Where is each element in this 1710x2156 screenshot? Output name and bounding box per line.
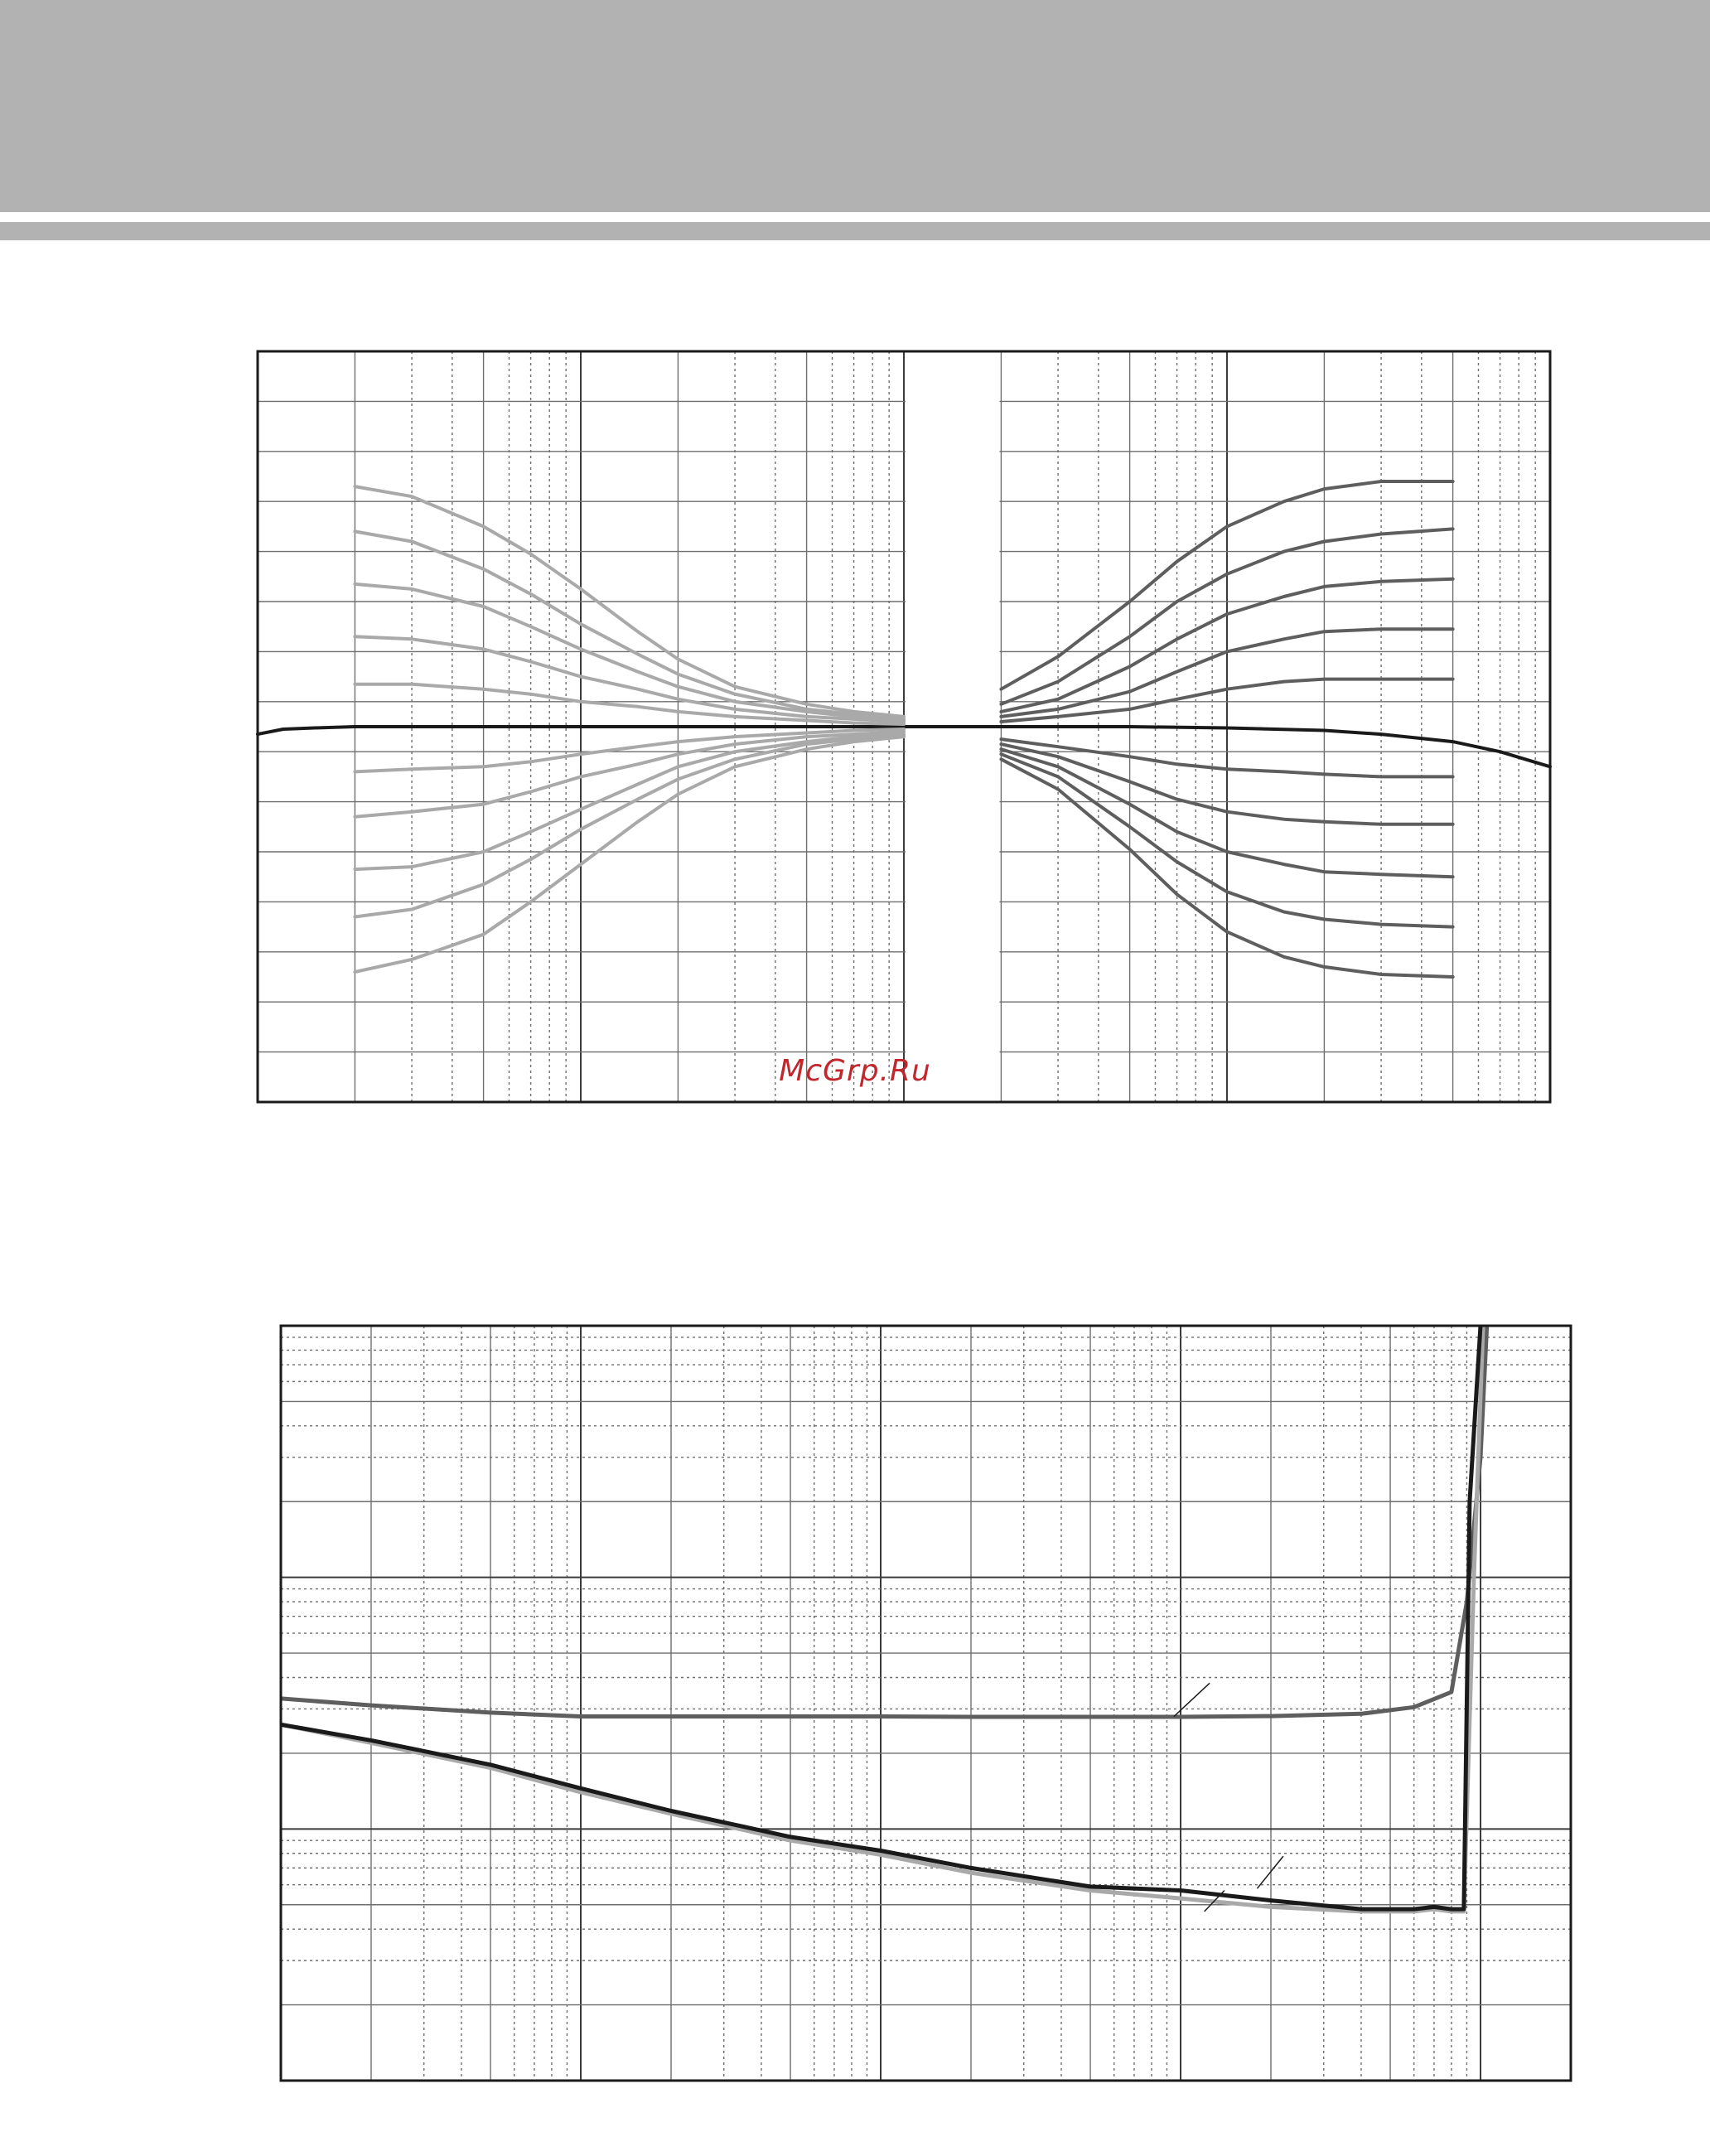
distortion-chart: [0, 1293, 1710, 2105]
watermark-text: McGrp.Ru: [779, 1054, 931, 1088]
bass-curve-3: [355, 584, 904, 721]
plot-frame: [281, 1326, 1571, 2081]
callout-leader-0: [1174, 1683, 1210, 1716]
callout-leader-2: [1257, 1856, 1283, 1888]
bass-curve-10: [355, 737, 904, 972]
